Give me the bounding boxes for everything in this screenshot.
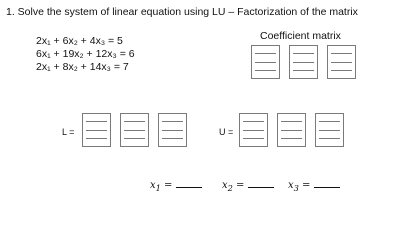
answer-sub: 1: [155, 183, 161, 193]
problem-title: 1. Solve the system of linear equation using LU – Factorization of the matrix: [6, 6, 358, 18]
matrix-cell-line: [293, 70, 314, 71]
answer-var: x: [222, 180, 228, 191]
matrix-column[interactable]: [120, 113, 149, 147]
matrix-column[interactable]: [239, 113, 268, 147]
matrix-cell-line: [319, 121, 340, 122]
matrix-column[interactable]: [289, 45, 318, 79]
matrix-cell-line: [243, 130, 264, 131]
l-matrix[interactable]: [82, 113, 187, 147]
answer-eq: =: [235, 180, 245, 191]
matrix-column[interactable]: [327, 45, 356, 79]
answer-x3: [288, 177, 340, 193]
answer-x3-blank[interactable]: [314, 177, 340, 188]
matrix-cell-line: [255, 53, 276, 54]
matrix-cell-line: [86, 121, 107, 122]
matrix-cell-line: [162, 121, 183, 122]
matrix-column[interactable]: [251, 45, 280, 79]
matrix-cell-line: [255, 70, 276, 71]
matrix-cell-line: [331, 70, 352, 71]
answer-sub: 3: [293, 183, 299, 193]
equation-2: 6x₁ + 19x₂ + 12x₃ = 6: [36, 48, 135, 60]
matrix-cell-line: [86, 130, 107, 131]
answer-x1-blank[interactable]: [176, 177, 202, 188]
matrix-cell-line: [293, 53, 314, 54]
equation-1: 2x₁ + 6x₂ + 4x₃ = 5: [36, 35, 123, 47]
u-matrix[interactable]: [239, 113, 344, 147]
matrix-cell-line: [243, 121, 264, 122]
matrix-column[interactable]: [158, 113, 187, 147]
matrix-cell-line: [281, 130, 302, 131]
matrix-cell-line: [86, 138, 107, 139]
matrix-column[interactable]: [315, 113, 344, 147]
answer-var: x: [150, 180, 156, 191]
l-matrix-label: L =: [62, 127, 75, 137]
matrix-cell-line: [124, 121, 145, 122]
matrix-column[interactable]: [277, 113, 306, 147]
matrix-cell-line: [124, 130, 145, 131]
matrix-cell-line: [124, 138, 145, 139]
answer-x1: [150, 177, 202, 193]
answer-var: x: [288, 180, 294, 191]
matrix-cell-line: [162, 138, 183, 139]
answer-sub: 2: [227, 183, 233, 193]
u-matrix-label: U =: [219, 127, 234, 137]
coefficient-matrix-label: Coefficient matrix: [260, 30, 341, 42]
answer-eq: =: [163, 180, 173, 191]
matrix-column[interactable]: [82, 113, 111, 147]
coefficient-matrix[interactable]: [251, 45, 356, 79]
matrix-cell-line: [293, 62, 314, 63]
matrix-cell-line: [243, 138, 264, 139]
matrix-cell-line: [331, 53, 352, 54]
answer-x2-blank[interactable]: [248, 177, 274, 188]
answer-x2: [222, 177, 274, 193]
matrix-cell-line: [281, 121, 302, 122]
matrix-cell-line: [319, 138, 340, 139]
matrix-cell-line: [255, 62, 276, 63]
matrix-cell-line: [331, 62, 352, 63]
matrix-cell-line: [281, 138, 302, 139]
equation-3: 2x₁ + 8x₂ + 14x₃ = 7: [36, 61, 129, 73]
matrix-cell-line: [319, 130, 340, 131]
answer-eq: =: [301, 180, 311, 191]
matrix-cell-line: [162, 130, 183, 131]
